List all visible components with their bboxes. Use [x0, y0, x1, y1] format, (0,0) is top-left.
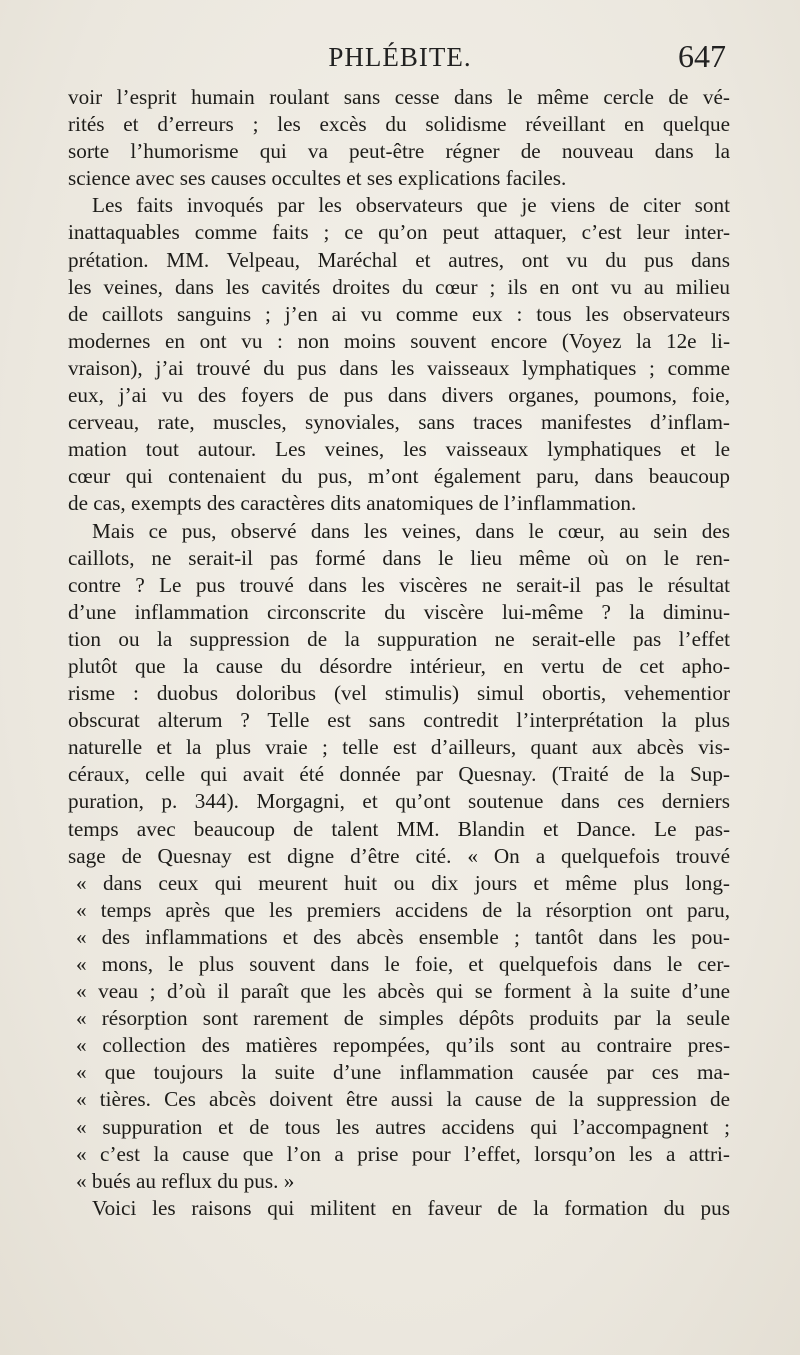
page-number: 647 — [678, 38, 726, 74]
text-line: céraux, celle qui avait été donnée par Quesnay. (Traité de la Sup- — [68, 762, 730, 787]
text-line: « résorption sont rarement de simples dépôts produits par la seule — [76, 1006, 730, 1031]
text-line: rités et d’erreurs ; les excès du solidisme réveillant en quelque — [68, 112, 730, 137]
text-line: Mais ce pus, observé dans les veines, dans le cœur, au sein des — [92, 518, 730, 543]
text-line: naturelle et la plus vraie ; telle est d’ailleurs, quant aux abcès vis- — [68, 735, 730, 760]
text-line: « dans ceux qui meurent huit ou dix jours et même plus long- — [76, 870, 730, 895]
text-line: « collection des matières repompées, qu’ils sont au contraire pres- — [76, 1033, 730, 1058]
text-line: science avec ses causes occultes et ses explications faciles. — [68, 166, 567, 191]
text-line: « mons, le plus souvent dans le foie, et quelquefois dans le cer- — [76, 952, 730, 976]
text-line: tion ou la suppression de la suppuration ne serait-elle pas l’effet — [68, 626, 730, 651]
text-line: puration, p. 344). Morgagni, et qu’ont soutenue dans ces derniers — [68, 789, 730, 814]
text-line: Voici les raisons qui militent en faveur de la formation du pus — [92, 1195, 730, 1220]
text-line: plutôt que la cause du désordre intérieur, en vertu de cet apho- — [68, 653, 730, 678]
text-line: inattaquables comme faits ; ce qu’on peut attaquer, c’est leur inter- — [68, 220, 730, 245]
text-line: « bués au reflux du pus. » — [76, 1168, 295, 1193]
text-line: les veines, dans les cavités droites du cœur ; ils en ont vu au milieu — [68, 274, 730, 299]
text-line: contre ? Le pus trouvé dans les viscères ne serait-il pas le résultat — [68, 572, 730, 597]
text-line: « tières. Ces abcès doivent être aussi la cause de la suppression de — [76, 1087, 730, 1112]
running-title: PHLÉBITE. — [328, 42, 472, 72]
text-line: temps avec beaucoup de talent MM. Blandin et Dance. Le pas- — [68, 816, 730, 841]
text-line: vraison), j’ai trouvé du pus dans les vaisseaux lymphatiques ; comme — [68, 355, 730, 380]
text-line: de cas, exempts des caractères dits anatomiques de l’inflammation. — [68, 491, 637, 516]
text-line: cerveau, rate, muscles, synoviales, sans traces manifestes d’inflam- — [68, 410, 730, 435]
body-text — [68, 84, 730, 1222]
text-line: eux, j’ai vu des foyers de pus dans divers organes, poumons, foie, — [68, 383, 730, 408]
text-line: sage de Quesnay est digne d’être cité. « On a quelquefois trouvé — [68, 843, 730, 868]
page-header — [0, 38, 800, 82]
text-line: « que toujours la suite d’une inflammation causée par ces ma- — [76, 1060, 730, 1085]
text-line: d’une inflammation circonscrite du viscère lui-même ? la diminu- — [68, 599, 730, 624]
text-line: « suppuration et de tous les autres accidens qui l’accompagnent ; — [76, 1114, 730, 1139]
text-line: cœur qui contenaient du pus, m’ont également paru, dans beaucoup — [68, 464, 730, 489]
text-line: de caillots sanguins ; j’en ai vu comme eux : tous les observateurs — [68, 301, 730, 326]
text-line: prétation. MM. Velpeau, Maréchal et autres, ont vu du pus dans — [68, 247, 730, 272]
text-line: mation tout autour. Les veines, les vaisseaux lymphatiques et le — [68, 437, 730, 462]
text-line: « c’est la cause que l’on a prise pour l’effet, lorsqu’on les a attri- — [76, 1141, 730, 1166]
text-line: modernes en ont vu : non moins souvent encore (Voyez la 12e li- — [68, 328, 730, 353]
text-line: « veau ; d’où il paraît que les abcès qui se forment à la suite d’une — [76, 979, 730, 1004]
text-line: caillots, ne serait-il pas formé dans le lieu même où on le ren- — [68, 545, 730, 570]
text-line: risme : duobus doloribus (vel stimulis) simul obortis, vehementior — [68, 681, 730, 706]
text-line: voir l’esprit humain roulant sans cesse dans le même cercle de vé- — [68, 85, 730, 109]
text-line: obscurat alterum ? Telle est sans contredit l’interprétation la plus — [68, 708, 730, 733]
text-line: sorte l’humorisme qui va peut-être régner de nouveau dans la — [68, 139, 730, 164]
text-line: « des inflammations et des abcès ensemble ; tantôt dans les pou- — [76, 924, 730, 949]
text-line: « temps après que les premiers accidens de la résorption ont paru, — [76, 897, 730, 922]
text-line: Les faits invoqués par les observateurs que je viens de citer sont — [92, 193, 730, 218]
